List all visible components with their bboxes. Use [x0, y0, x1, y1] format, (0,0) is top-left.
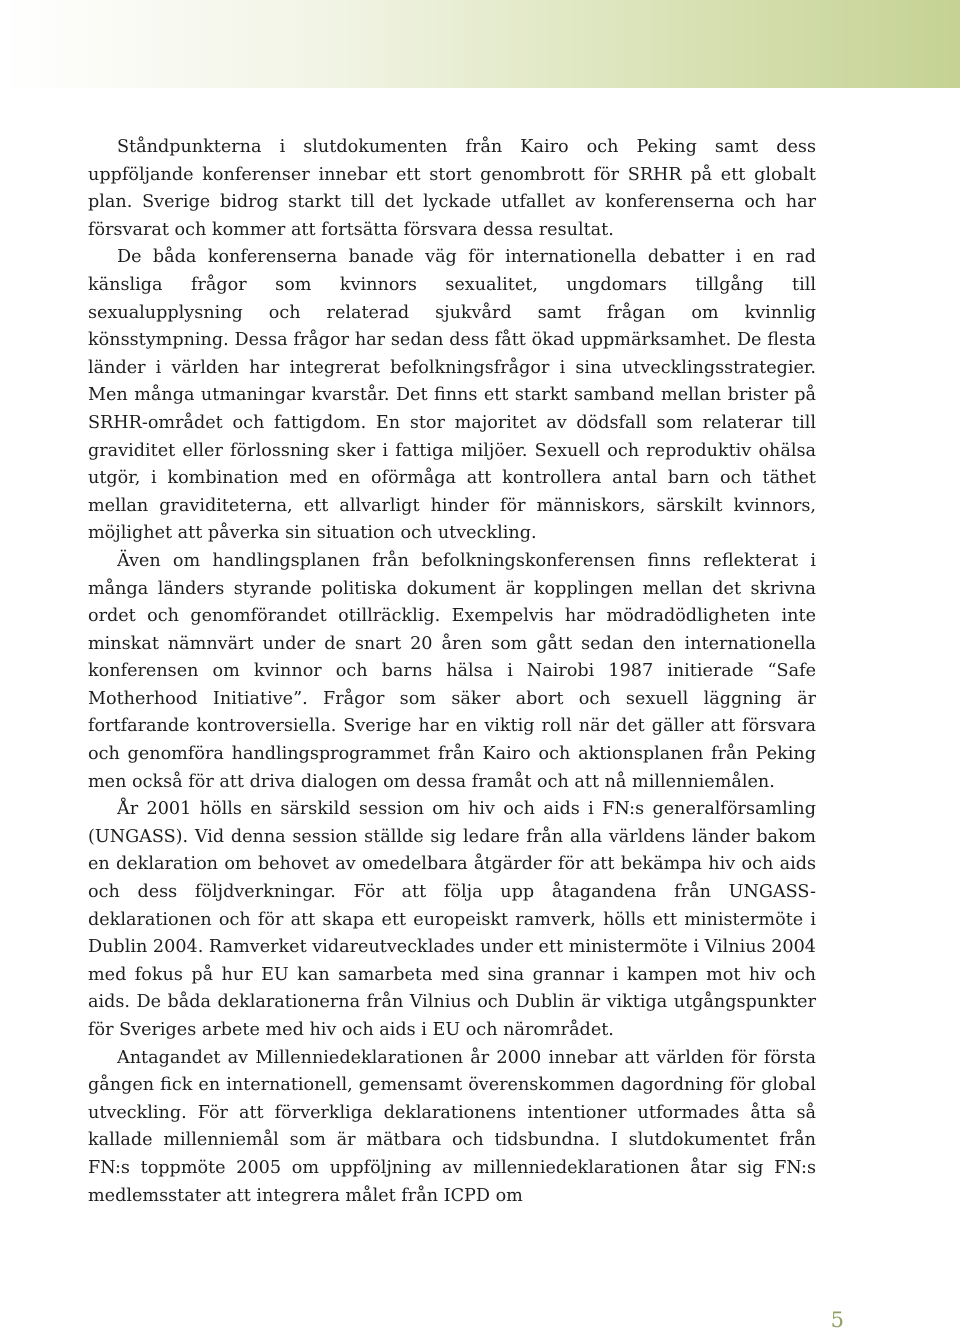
body-text — [88, 134, 816, 1210]
page-number: 5 — [830, 1308, 844, 1332]
paragraph-1: Ståndpunkterna i slutdokumenten från Kairo och Peking samt dess uppföljande konferenser innebar ett stort genombrott för SRHR på ett globalt plan. Sverige bidrog starkt till det lyckade utfallet av konferenserna och har försvarat och kommer att fortsätta försvara dessa resultat. — [88, 137, 816, 240]
header-gradient-band — [0, 0, 960, 88]
paragraph-4: År 2001 hölls en särskild session om hiv och aids i FN:s generalförsamling (UNGASS). Vid denna session ställde sig ledare från alla världens länder bakom en deklaration om behovet av omedelbara åtgärder för att bekämpa hiv och aids och dess följdverkningar. För att följa upp åtagandena från UNGASS-deklarationen och för att skapa ett europeiskt ramverk, hölls ett ministermöte i Dublin 2004. Ramverket vidareutvecklades under ett ministermöte i Vilnius 2004 med fokus på hur EU kan samarbeta med sina grannar i kampen mot hiv och aids. De båda deklarationerna från Vilnius och Dublin är viktiga utgångspunkter för Sveriges arbete med hiv och aids i EU och närområdet. — [88, 799, 816, 1040]
paragraph-5: Antagandet av Millenniedeklarationen år 2000 innebar att världen för första gången fick en internationell, gemensamt överenskommen dagordning för global utveckling. För att förverkliga deklarationens intentioner utformades åtta så kallade millenniemål som är mätbara och tidsbundna. I slutdokumentet från FN:s toppmöte 2005 om uppföljning av millenniedeklarationen åtar sig FN:s medlemsstater att integrera målet från ICPD om — [88, 1047, 816, 1206]
paragraph-2: De båda konferenserna banade väg för internationella debatter i en rad känsliga frågor som kvinnors sexualitet, ungdomars tillgång till sexualupplysning och relaterad sjukvård samt frågan om kvinnlig könsstympning. Dessa frågor har sedan dess fått ökad uppmärksamhet. De flesta länder i världen har integrerat befolkningsfrågor i sina utvecklingsstrategier. Men många utmaningar kvarstår. Det finns ett starkt samband mellan brister på SRHR-området och fattigdom. En stor majoritet av dödsfall som relaterar till graviditet eller förlossning sker i fattiga miljöer. Sexuell och reproduktiv ohälsa utgör, i kombination med en oförmåga att kontrollera antal barn och täthet mellan graviditeterna, ett allvarligt hinder för människors, särskilt kvinnors, möjlighet att påverka sin situation och utveckling. — [88, 247, 816, 544]
paragraph-3: Även om handlingsplanen från befolkningskonferensen finns reflekterat i många länders styrande politiska dokument är kopplingen mellan det skrivna ordet och genomförandet otillräcklig. Exempelvis har mödradödligheten inte minskat nämnvärt under de snart 20 åren som gått sedan den internationella konferensen om kvinnor och barns hälsa i Nairobi 1987 initierade “Safe Motherhood Initiative”. Frågor som säker abort och sexuell läggning är fortfarande kontroversiella. Sverige har en viktig roll när det gäller att försvara och genomföra handlingsprogrammet från Kairo och aktionsplanen från Peking men också för att driva dialogen om dessa framåt och att nå millenniemålen. — [88, 550, 816, 792]
